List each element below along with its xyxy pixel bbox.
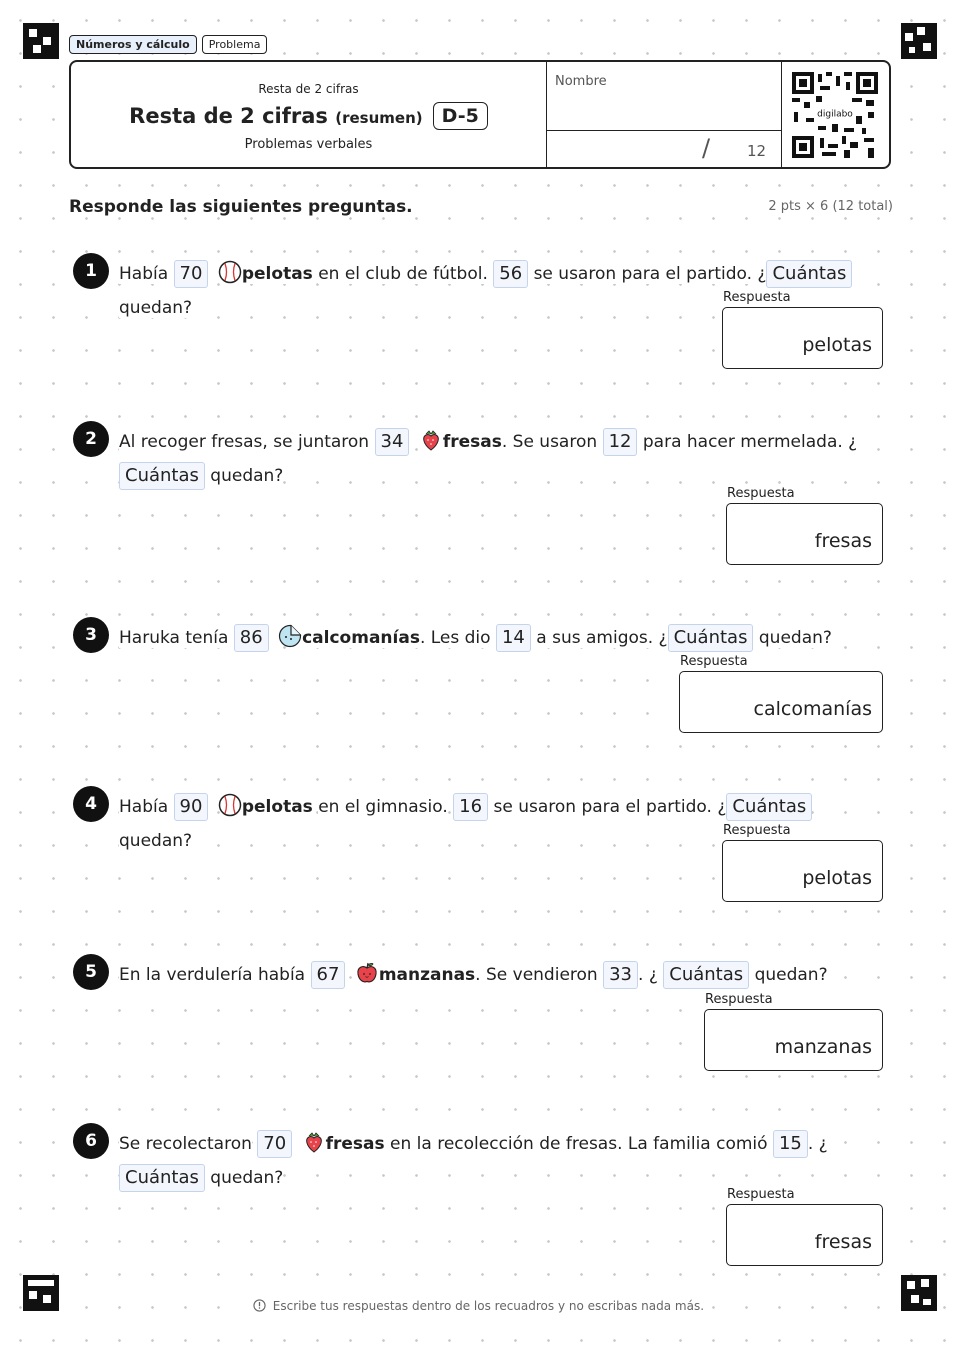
number-b: 56 bbox=[493, 260, 528, 288]
footer-note bbox=[0, 1299, 960, 1313]
corner-marker-top-left bbox=[23, 23, 59, 59]
answer-box-4[interactable] bbox=[722, 840, 883, 902]
answer-label: Respuesta bbox=[705, 992, 773, 1007]
object-name: fresas bbox=[325, 1134, 385, 1154]
answer-unit: calcomanías bbox=[753, 698, 872, 720]
name-score-block bbox=[546, 62, 782, 167]
answer-unit: pelotas bbox=[802, 867, 872, 889]
answer-label: Respuesta bbox=[680, 654, 748, 669]
question-text: Había 90 pelotas en el gimnasio. 16 se usaron para el partido. ¿ Cuántas quedan? bbox=[119, 790, 879, 858]
question-number: 3 bbox=[73, 617, 109, 653]
title-block bbox=[71, 62, 546, 167]
object-name: calcomanías bbox=[302, 628, 420, 648]
object-name: fresas bbox=[442, 432, 502, 452]
name-label: Nombre bbox=[555, 74, 607, 89]
score-total: 12 bbox=[747, 142, 767, 160]
worksheet-description: Problemas verbales bbox=[244, 137, 373, 152]
question-text: Se recolectaron 70 fresas en la recolección de fresas. La familia comió 15 . ¿ Cuántas quedan? bbox=[119, 1127, 879, 1195]
kind-tag: Problema bbox=[202, 35, 268, 54]
question-text: Haruka tenía 86 calcomanías. Les dio 14 a sus amigos. ¿ Cuántas quedan? bbox=[119, 621, 879, 655]
worksheet-title bbox=[71, 102, 546, 130]
worksheet-header bbox=[69, 60, 891, 169]
object-name: pelotas bbox=[241, 797, 313, 817]
strawberry-icon bbox=[419, 428, 443, 452]
title-text: Resta de 2 cifras bbox=[129, 104, 328, 128]
ask-word: Cuántas bbox=[668, 624, 754, 652]
answer-box-5[interactable] bbox=[704, 1009, 883, 1071]
qr-code-icon bbox=[792, 72, 878, 158]
answer-unit: fresas bbox=[814, 1231, 872, 1253]
answer-unit: fresas bbox=[814, 530, 872, 552]
footer-text: Escribe tus respuestas dentro de los recuadros y no escribas nada más. bbox=[270, 1299, 707, 1313]
ask-word: Cuántas bbox=[663, 961, 749, 989]
answer-box-1[interactable] bbox=[722, 307, 883, 369]
number-a: 90 bbox=[174, 793, 209, 821]
ask-word: Cuántas bbox=[766, 260, 852, 288]
worksheet-subtitle: Resta de 2 cifras bbox=[258, 82, 359, 96]
info-icon bbox=[253, 1299, 266, 1312]
question-number: 4 bbox=[73, 786, 109, 822]
question-number: 2 bbox=[73, 421, 109, 457]
number-b: 16 bbox=[453, 793, 488, 821]
sticker-icon bbox=[278, 624, 302, 648]
ask-word: Cuántas bbox=[726, 793, 812, 821]
strawberry-icon bbox=[302, 1130, 326, 1154]
baseball-icon bbox=[218, 260, 242, 284]
points-info: 2 pts × 6 (12 total) bbox=[768, 199, 893, 214]
answer-label: Respuesta bbox=[723, 823, 791, 838]
question-text: Había 70 pelotas en el club de fútbol. 56 se usaron para el partido. ¿ Cuántas quedan? bbox=[119, 257, 879, 325]
answer-unit: manzanas bbox=[774, 1036, 872, 1058]
answer-label: Respuesta bbox=[727, 486, 795, 501]
number-b: 33 bbox=[603, 961, 638, 989]
number-a: 70 bbox=[257, 1130, 292, 1158]
answer-box-2[interactable] bbox=[726, 503, 883, 565]
answer-box-6[interactable] bbox=[726, 1204, 883, 1266]
tag-list bbox=[69, 35, 267, 54]
number-a: 86 bbox=[234, 624, 269, 652]
instructions: Responde las siguientes preguntas. bbox=[69, 197, 413, 217]
qr-label: digilabo bbox=[817, 109, 853, 120]
ask-word: Cuántas bbox=[119, 462, 205, 490]
answer-label: Respuesta bbox=[727, 1187, 795, 1202]
divider bbox=[547, 130, 781, 131]
corner-marker-top-right bbox=[901, 23, 937, 59]
answer-box-3[interactable] bbox=[679, 671, 883, 733]
score-slash: / bbox=[702, 134, 711, 162]
answer-unit: pelotas bbox=[802, 334, 872, 356]
question-number: 1 bbox=[73, 253, 109, 289]
number-a: 67 bbox=[311, 961, 346, 989]
baseball-icon bbox=[218, 793, 242, 817]
number-a: 34 bbox=[375, 428, 410, 456]
question-number: 6 bbox=[73, 1123, 109, 1159]
question-number: 5 bbox=[73, 954, 109, 990]
object-name: pelotas bbox=[241, 264, 313, 284]
number-b: 12 bbox=[603, 428, 638, 456]
object-name: manzanas bbox=[378, 965, 476, 985]
number-b: 14 bbox=[496, 624, 531, 652]
apple-icon bbox=[355, 961, 379, 985]
category-tag: Números y cálculo bbox=[69, 35, 197, 54]
ask-word: Cuántas bbox=[119, 1164, 205, 1192]
question-text: Al recoger fresas, se juntaron 34 fresas. Se usaron 12 para hacer mermelada. ¿Cuántas quedan? bbox=[119, 425, 879, 493]
worksheet-code: D-5 bbox=[433, 102, 488, 130]
question-text: En la verdulería había 67 manzanas. Se vendieron 33 . ¿ Cuántas quedan? bbox=[119, 958, 879, 992]
number-a: 70 bbox=[174, 260, 209, 288]
title-suffix: (resumen) bbox=[335, 109, 423, 127]
answer-label: Respuesta bbox=[723, 290, 791, 305]
number-b: 15 bbox=[773, 1130, 808, 1158]
